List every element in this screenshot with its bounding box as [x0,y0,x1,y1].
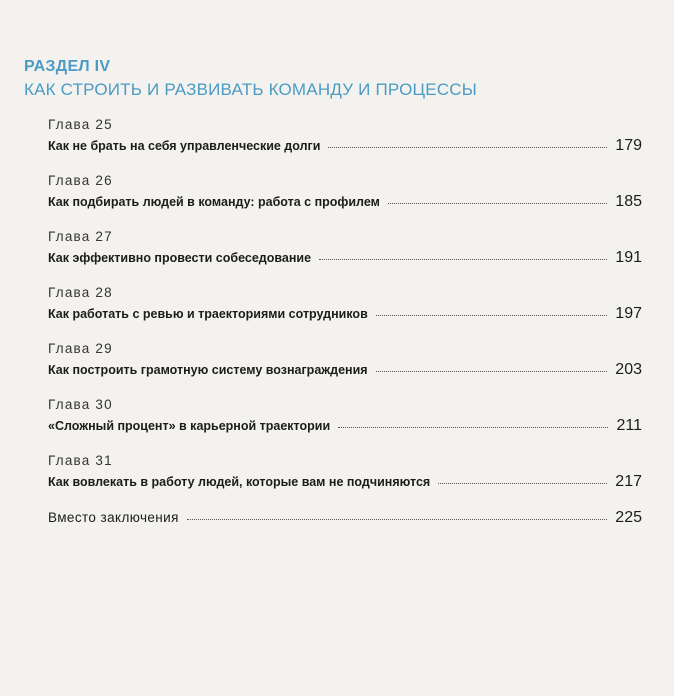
chapter-number: Глава 28 [48,285,113,300]
page-number: 179 [615,137,642,154]
page-number: 211 [616,417,642,434]
toc-entry [48,169,642,225]
chapter-title: Как эффективно провести собеседование [48,251,312,265]
toc-entry [48,225,642,281]
chapter-number: Глава 30 [48,397,113,412]
chapter-title: Как не брать на себя управленческие долги [48,139,321,153]
dot-leader [187,518,608,520]
toc-line [48,305,642,327]
dot-leader [376,370,608,372]
page-number: 217 [615,473,642,490]
dot-leader [338,426,608,428]
toc-line [48,193,642,215]
toc-entry [48,449,642,505]
dot-leader [319,258,607,260]
toc-line [48,249,642,271]
chapter-number: Глава 26 [48,173,113,188]
dot-leader [438,482,607,484]
toc-entry [48,281,642,337]
dot-leader [376,314,608,316]
page-number: 191 [615,249,642,266]
page-number: 197 [615,305,642,322]
section-title: КАК СТРОИТЬ И РАЗВИВАТЬ КОМАНДУ И ПРОЦЕССЫ [24,80,478,99]
toc-entry [48,337,642,393]
chapter-number: Глава 27 [48,229,113,244]
toc-line [48,137,642,159]
table-of-contents [48,113,642,531]
page-number: 203 [615,361,642,378]
chapter-number: Глава 31 [48,453,113,468]
page-number: 225 [615,509,642,526]
chapter-title: Как работать с ревью и траекториями сотрудников [48,307,368,321]
closing-title: Вместо заключения [48,510,179,525]
page-number: 185 [615,193,642,210]
chapter-title: Как подбирать людей в команду: работа с профилем [48,195,380,209]
dot-leader [388,202,607,204]
toc-entry [48,393,642,449]
section-label: РАЗДЕЛ IV [24,58,111,75]
dot-leader [328,146,607,148]
chapter-number: Глава 25 [48,117,113,132]
chapter-title: «Сложный процент» в карьерной траектории [48,419,331,433]
chapter-title: Как построить грамотную систему вознаграждения [48,363,368,377]
chapter-number: Глава 29 [48,341,113,356]
toc-line [48,417,642,439]
toc-line [48,361,642,383]
toc-entry [48,113,642,169]
toc-line [48,473,642,495]
closing-entry [48,509,642,531]
chapter-title: Как вовлекать в работу людей, которые вам не подчиняются [48,475,431,489]
